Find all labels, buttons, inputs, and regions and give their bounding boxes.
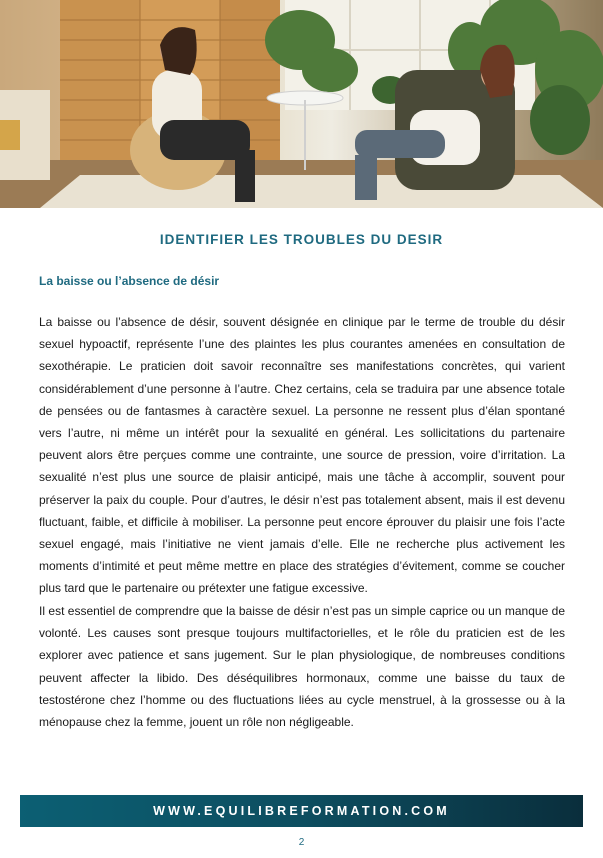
therapy-session-illustration [0,0,603,208]
footer-bar [20,795,583,827]
section-title: La baisse ou l’absence de désir [39,274,220,288]
website-link[interactable]: WWW.EQUILIBREFORMATION.COM [153,804,450,818]
body-paragraph-2: Il est essentiel de comprendre que la baisse de désir n’est pas un simple caprice ou un manque de volonté. Les causes sont presque toujours multifactorielles, et le rôle du praticien est de les explorer avec patience et sans jugement. Sur le plan physiologique, de nombreuses conditions peuvent affecter la libido. Des déséquilibres hormonaux, comme une baisse du taux de testostérone chez l’homme ou des fluctuations liées au cycle menstruel, à la grossesse ou à la ménopause chez la femme, jouent un rôle non négligeable. [39,604,565,730]
page-title: IDENTIFIER LES TROUBLES DU DESIR [159,232,444,247]
page-number: 2 [298,837,305,848]
body-paragraph-1: La baisse ou l’absence de désir, souvent désignée en clinique par le terme de trouble du désir sexuel hypoactif, représente l’une des plaintes les plus courantes amenées en consultation de sexothérapie. Le praticien doit savoir reconnaître ses manifestations concrètes, qui varient considérablement d’une personne à l’autre. Chez certains, cela se traduira par une absence totale de pensées ou de fantasmes à caractère sexuel. La personne ne ressent plus d’élan spontané vers l’autre, ni même un intérêt pour la sexualité en général. Les sollicitations du partenaire peuvent alors être perçues comme une contrainte, une source de pression, voire d’irritation. La sexualité n’est plus une source de plaisir anticipé, mais une tâche à accomplir, souvent pour préserver la paix du couple. Pour d’autres, le désir n’est pas totalement absent, mais il est devenu fluctuant, faible, et difficile à mobiliser. La personne peut encore éprouver du plaisir une fois l’acte sexuel engagé, mais l’initiative ne vient jamais d’elle. Elle ne recherche plus activement les moments d’intimité et peut même mettre en place des stratégies d’évitement, comme se coucher plus tard que le partenaire ou prétexter une fatigue excessive. [39,315,565,596]
hero-image [0,0,603,208]
